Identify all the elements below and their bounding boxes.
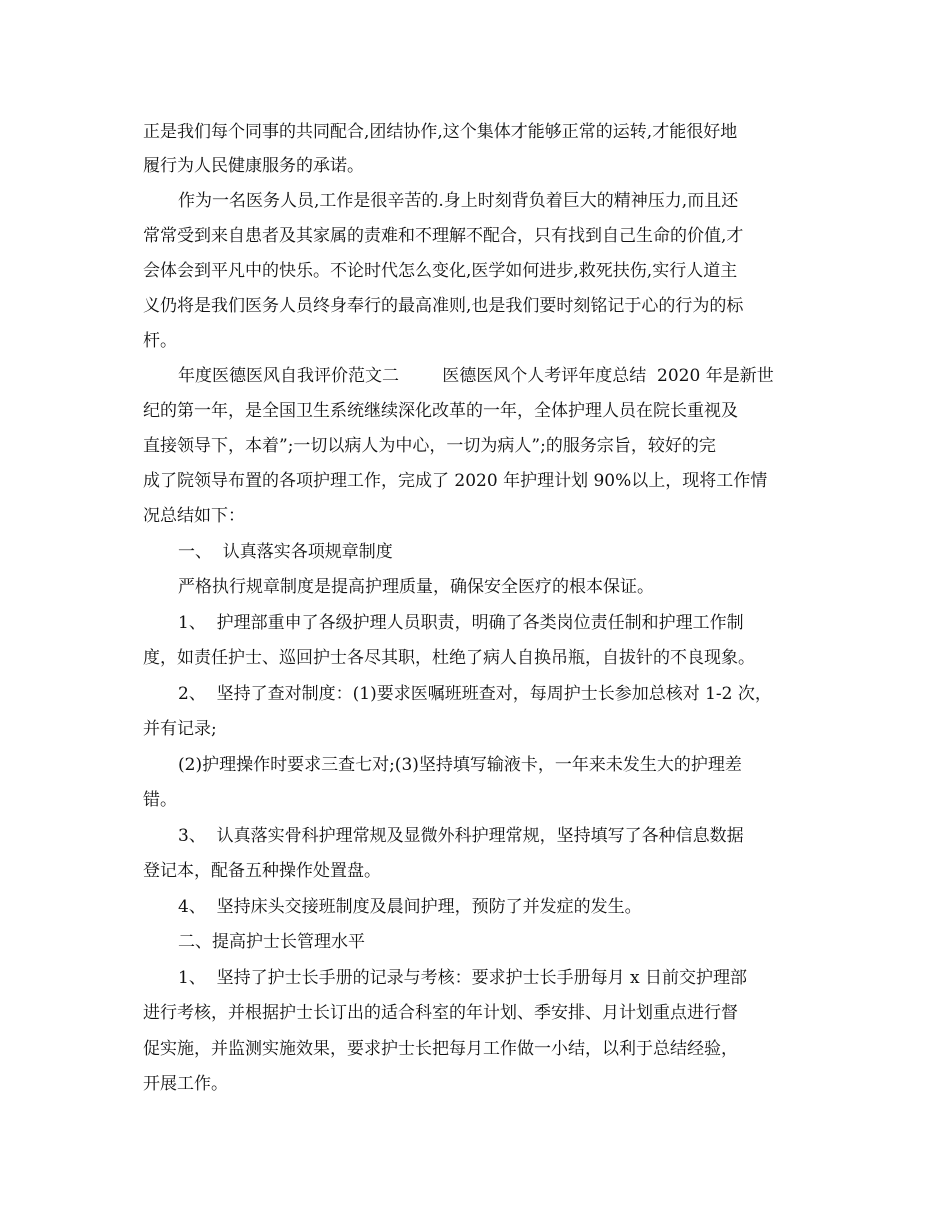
section-heading: 二、提高护士长管理水平 (178, 932, 365, 952)
section-heading: 一、 认真落实各项规章制度 (178, 542, 393, 562)
text-line: 况总结如下： (143, 506, 245, 526)
text-line: 严格执行规章制度是提高护理质量，确保安全医疗的根本保证。 (178, 577, 654, 597)
list-item: 1、 护理部重申了各级护理人员职责，明确了各类岗位责任制和护理工作制 (178, 613, 744, 633)
list-item: 2、 坚持了查对制度：(1)要求医嘱班班查对，每周护士长参加总核对 1-2 次， (178, 684, 772, 704)
list-item: 1、 坚持了护士长手册的记录与考核：要求护士长手册每月 x 日前交护理部 (178, 968, 748, 988)
text-line: (2)护理操作时要求三查七对;(3)坚持填写输液卡，一年来未发生大的护理差 (178, 755, 742, 775)
text-line: 会体会到平凡中的快乐。不论时代怎么变化,医学如何进步,救死扶伤,实行人道主 (143, 261, 738, 281)
text-line: 并有记录; (143, 719, 217, 739)
text-line: 杆。 (143, 331, 177, 351)
text-line: 度，如责任护士、巡回护士各尽其职，杜绝了病人自换吊瓶，自拔针的不良现象。 (143, 648, 755, 668)
text-line: 纪的第一年，是全国卫生系统继续深化改革的一年，全体护理人员在院长重视及 (143, 401, 738, 421)
text-line: 义仍将是我们医务人员终身奉行的最高准则,也是我们要时刻铭记于心的行为的标 (143, 296, 744, 316)
text-line: 履行为人民健康服务的承诺。 (143, 156, 364, 176)
text-line: 登记本，配备五种操作处置盘。 (143, 861, 381, 881)
text-line: 正是我们每个同事的共同配合,团结协作,这个集体才能够正常的运转,才能很好地 (143, 122, 738, 142)
list-item: 4、 坚持床头交接班制度及晨间护理，预防了并发症的发生。 (178, 897, 642, 917)
list-item: 3、 认真落实骨科护理常规及显微外科护理常规，坚持填写了各种信息数据 (178, 826, 744, 846)
text-line: 年度医德医风自我评价范文二 医德医风个人考评年度总结 2020 年是新世 (178, 366, 774, 386)
text-line: 作为一名医务人员,工作是很辛苦的.身上时刻背负着巨大的精神压力,而且还 (178, 191, 739, 211)
text-line: 进行考核，并根据护士长订出的适合科室的年计划、季安排、月计划重点进行督 (143, 1003, 738, 1023)
text-line: 成了院领导布置的各项护理工作，完成了 2020 年护理计划 90%以上，现将工作情 (143, 471, 768, 491)
text-line: 直接领导下，本着”;一切以病人为中心，一切为病人”;的服务宗旨，较好的完 (143, 436, 716, 456)
text-line: 开展工作。 (143, 1074, 228, 1094)
text-line: 常常受到来自患者及其家属的责难和不理解不配合，只有找到自己生命的价值,才 (143, 226, 744, 246)
text-line: 错。 (143, 790, 177, 810)
text-line: 促实施，并监测实施效果，要求护士长把每月工作做一小结，以利于总结经验， (143, 1039, 738, 1059)
